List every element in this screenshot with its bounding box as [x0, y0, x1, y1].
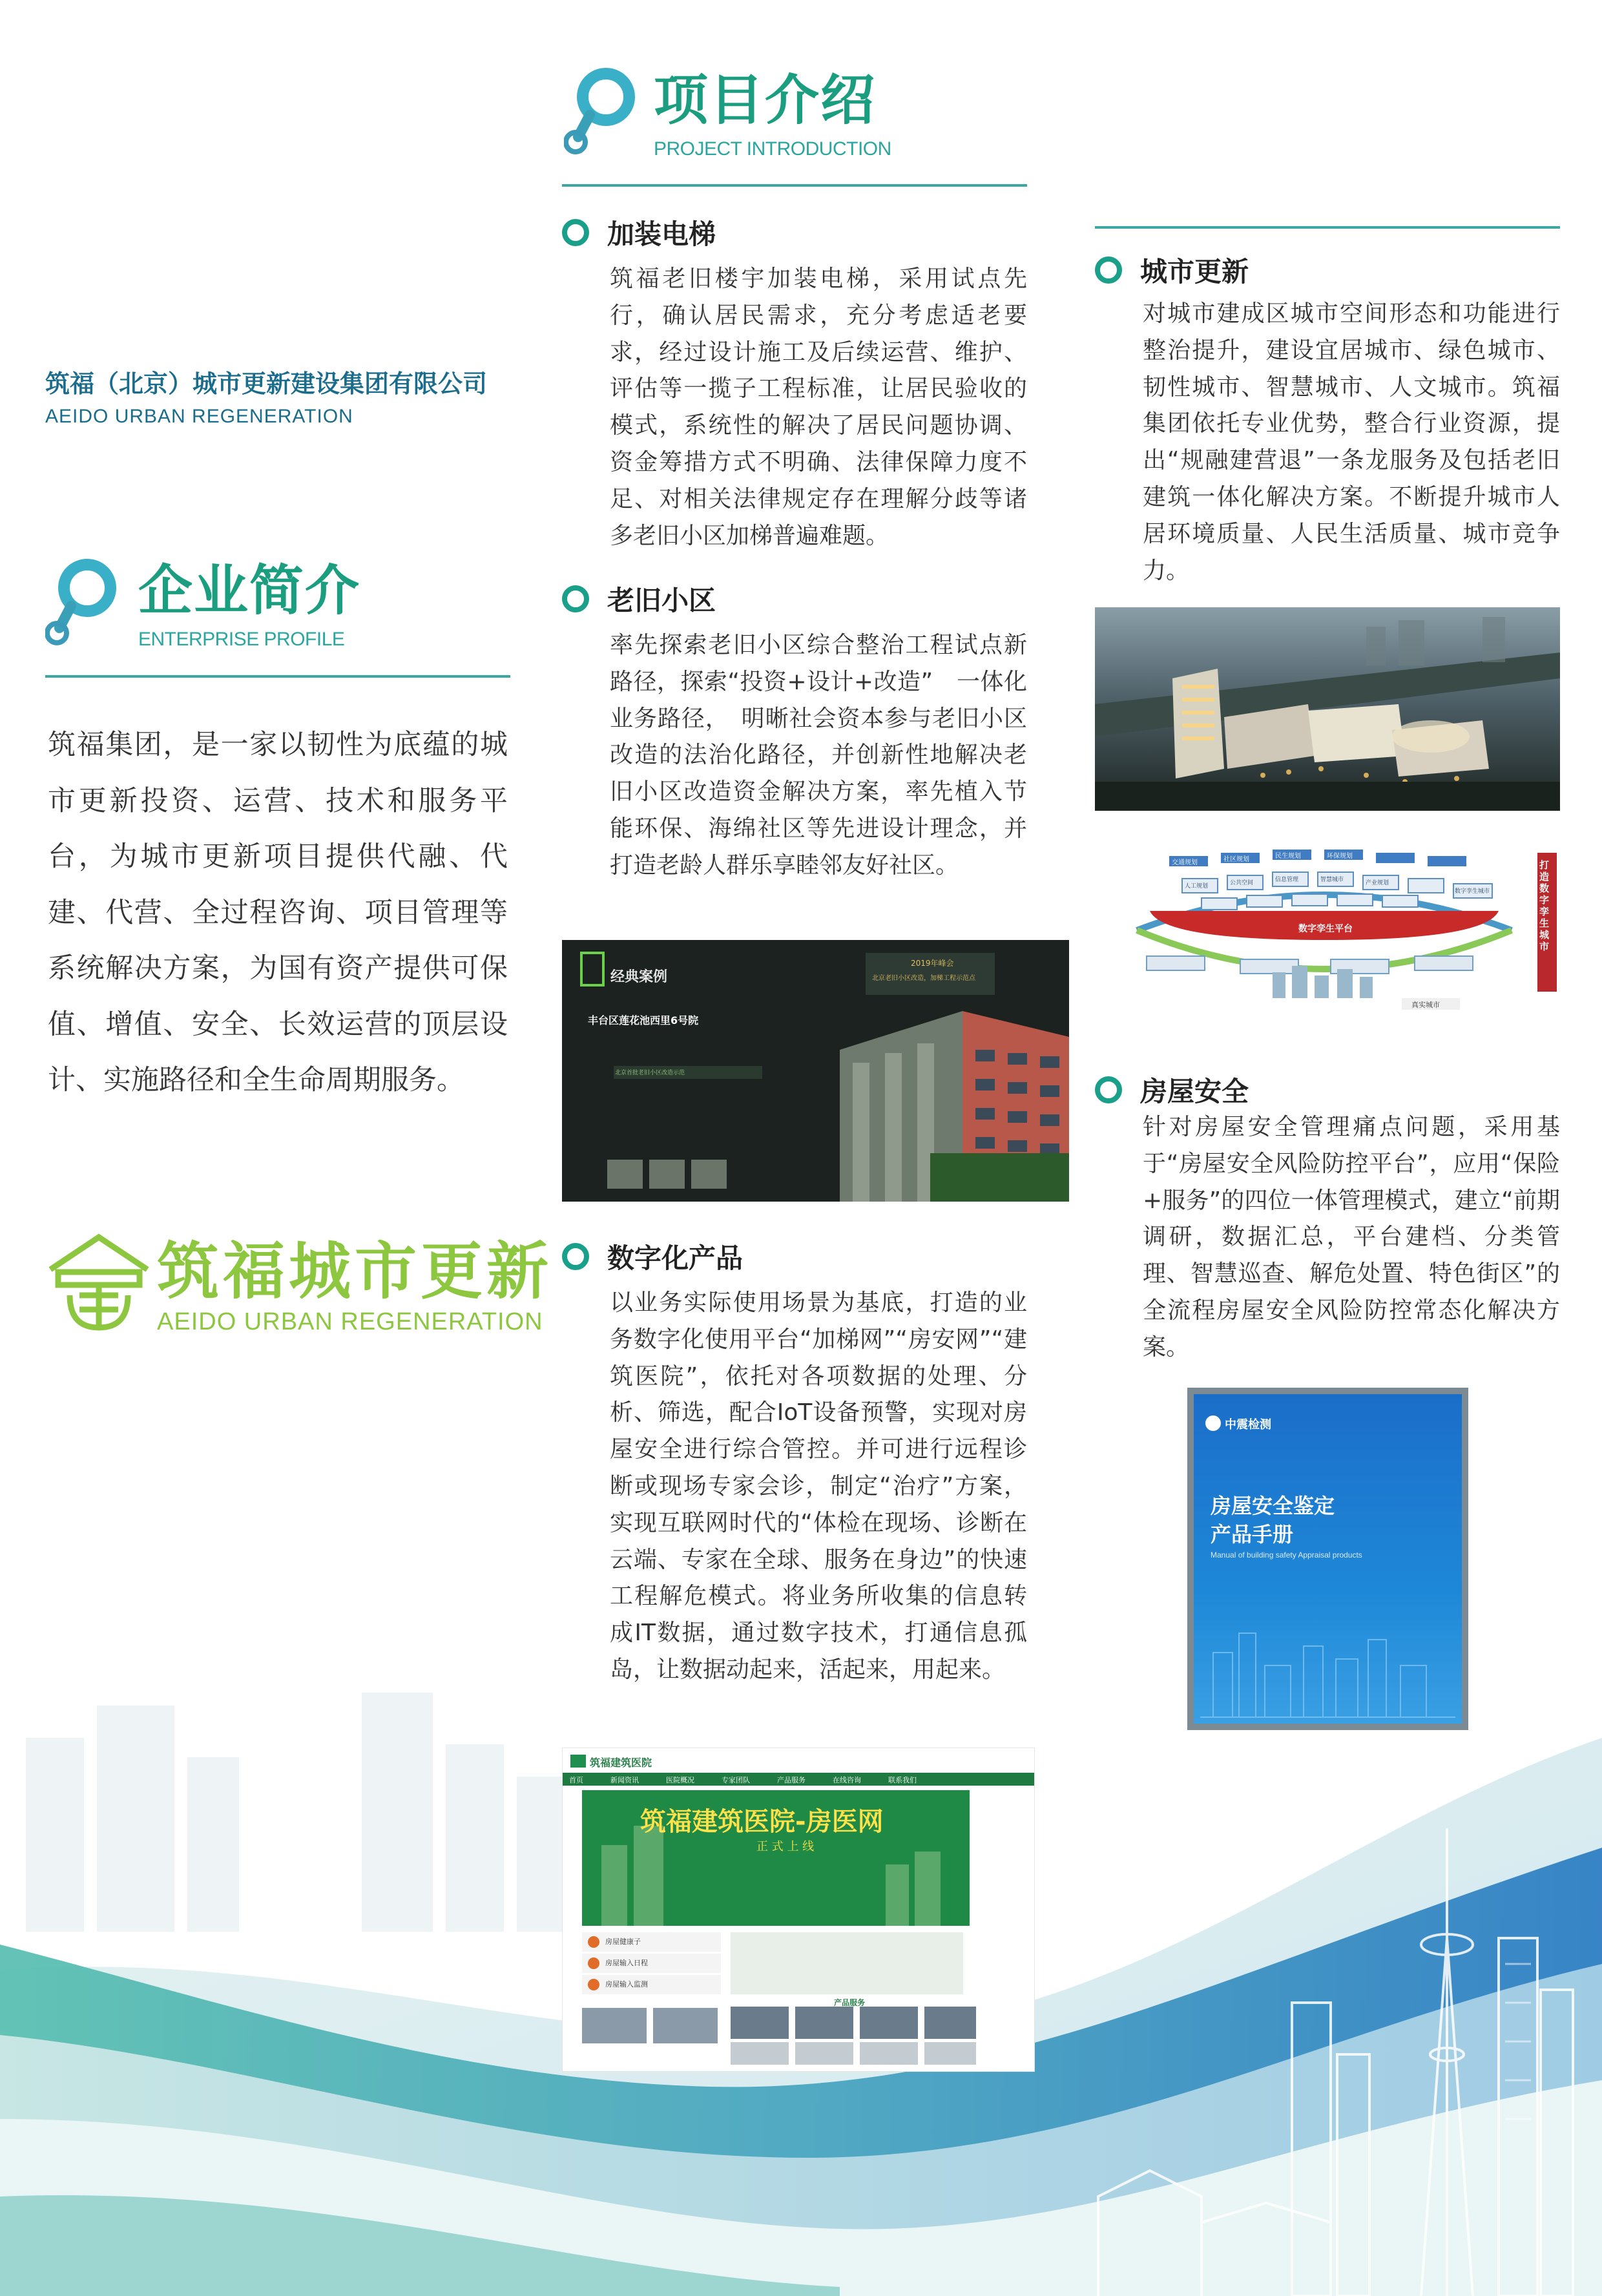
website-nav — [569, 1775, 917, 1785]
magnifier-icon — [564, 65, 638, 158]
website-banner-sub: 正 式 上 线 — [756, 1840, 815, 1853]
section-urban-text: 对城市建成区城市空间形态和功能进行整治提升，建设宜居城市、绿色城市、韧性城市、智慧城市、人文城市。筑福集团依托专业优势，整合行业资源，提出“规融建营退”一条龙服务及包括老旧建筑一体化解决方案。不断提升城市人居环境质量、人民生活质量、城市竞争力。 — [1143, 300, 1560, 584]
brand-name-cn: 筑福城市更新 — [157, 1235, 552, 1308]
section-title: 加装电梯 — [607, 218, 716, 250]
website-nav-item: 产品服务 — [777, 1776, 806, 1784]
section-safety-text: 针对房屋安全管理痛点问题，采用基于“房屋安全风险防控平台”，应用“保险+服务”的四位一体管理模式，建立“前期调研，数据汇总，平台建档、分类管理、智慧巡查、解危处置、特色街区”的全流程房屋安全风险防控常态化解决方案。 — [1143, 1114, 1560, 1361]
section-oldcommunity-text: 率先探索老旧小区综合整治工程试点新路径，探索“投资+设计+改造” 一体化业务路径， 明晰社会资本参与老旧小区改造的法治化路径，并创新性地解决老旧小区改造资金解决方案，率先植入节能环保、海绵社区等先进设计理念，并打造老龄人群乐享睦邻友好社区。 — [610, 632, 1027, 879]
circle-bullet-icon — [562, 219, 589, 246]
case-badge: 经典案例 — [610, 969, 668, 985]
case-study-image — [562, 940, 1069, 1202]
twin-center-label: 数字孪生平台 — [1298, 924, 1353, 934]
section-elevator-heading — [562, 213, 716, 252]
case-note-text: 北京老旧小区改造，加梯工程示范点 — [872, 975, 975, 982]
section-title: 城市更新 — [1140, 256, 1249, 287]
digital-twin-diagram — [1111, 833, 1560, 1018]
website-nav-item: 联系我们 — [888, 1776, 917, 1784]
website-nav-item: 医院概况 — [666, 1776, 694, 1784]
twin-node: 社区规划 — [1223, 856, 1249, 863]
circle-bullet-icon — [562, 1243, 589, 1270]
website-product-label: 产品服务 — [834, 1998, 866, 2007]
project-divider — [562, 184, 1027, 187]
website-nav-item: 在线咨询 — [833, 1776, 861, 1784]
website-screenshot-image — [562, 1748, 1035, 2072]
twin-node: 交通规划 — [1172, 859, 1198, 866]
company-name-cn: 筑福（北京）城市更新建设集团有限公司 — [45, 370, 488, 398]
magnifier-icon — [45, 556, 120, 649]
circle-bullet-icon — [1095, 256, 1122, 284]
twin-bottom-label: 真实城市 — [1411, 1001, 1440, 1009]
twin-node: 产业规划 — [1366, 880, 1389, 886]
twin-node: 信息管理 — [1275, 877, 1299, 883]
section-title: 数字化产品 — [607, 1242, 744, 1274]
case-note-title: 2019年峰会 — [911, 959, 954, 968]
brand-name-en: AEIDO URBAN REGENERATION — [157, 1308, 543, 1335]
section-oldcommunity-heading — [562, 579, 716, 618]
website-side-item: 房屋健康子 — [605, 1937, 641, 1946]
website-side-item: 房屋输入监测 — [605, 1980, 648, 1988]
twin-node: 环保规划 — [1327, 853, 1353, 860]
urban-divider — [1095, 226, 1560, 229]
case-tag: 北京首批老旧小区改造示范 — [615, 1070, 685, 1076]
manual-title-line1: 房屋安全鉴定 — [1211, 1494, 1335, 1518]
project-title: 项目介绍 — [654, 68, 877, 132]
website-side-item: 房屋输入日程 — [605, 1959, 648, 1967]
section-urban-heading — [1095, 251, 1249, 289]
section-safety-heading — [1095, 1070, 1249, 1109]
section-digital-text: 以业务实际使用场景为基底，打造的业务数字化使用平台“加梯网”“房安网”“建筑医院”，依托对各项数据的处理、分析、筛选，配合IoT设备预警，实现对房屋安全进行综合管控。并可进行远程诊断或现场专家会诊，制定“治疗”方案，实现互联网时代的“体检在现场、诊断在云端、专家在全球、服务在身边”的快速工程解危模式。将业务所收集的信息转成IT数据，通过数字技术，打通信息孤岛，让数据动起来，活起来，用起来。 — [610, 1289, 1027, 1683]
section-title: 房屋安全 — [1140, 1076, 1249, 1107]
circle-bullet-icon — [562, 585, 589, 612]
urban-aerial-image — [1095, 607, 1560, 811]
manual-logo: 中震检测 — [1225, 1418, 1271, 1432]
circle-bullet-icon — [1095, 1076, 1122, 1103]
enterprise-intro: 筑福集团，是一家以韧性为底蕴的城市更新投资、运营、技术和服务平台，为城市更新项目提供代融、代建、代营、全过程咨询、项目管理等系统解决方案，为国有资产提供可保值、增值、安全、长效运营的顶层设计、实施路径和全生命周期服务。 — [48, 729, 508, 1096]
website-nav-item: 专家团队 — [722, 1776, 750, 1784]
twin-node: 公共空间 — [1230, 880, 1254, 886]
case-project-name: 丰台区莲花池西里6号院 — [588, 1014, 699, 1027]
manual-subtitle: Manual of building safety Appraisal products — [1211, 1550, 1362, 1560]
twin-node: 数字孪生城市 — [1455, 888, 1490, 895]
product-manual-image — [1187, 1388, 1468, 1730]
website-site-name: 筑福建筑医院 — [590, 1757, 652, 1769]
project-subtitle: PROJECT INTRODUCTION — [654, 138, 891, 160]
enterprise-title: 企业简介 — [138, 559, 361, 622]
brand-logo-icon — [44, 1231, 154, 1334]
section-elevator-text: 筑福老旧楼宇加装电梯，采用试点先行，确认居民需求，充分考虑适老要求，经过设计施工及后续运营、维护、评估等一揽子工程标准，让居民验收的模式，系统性的解决了居民问题协调、资金筹措方式不明确、法律保障力度不足、对相关法律规定存在理解分歧等诸多老旧小区加梯普遍难题。 — [610, 266, 1027, 549]
twin-node: 民生规划 — [1275, 853, 1301, 860]
twin-side-label: 打造数字孪生城市 — [1539, 859, 1550, 952]
enterprise-subtitle: ENTERPRISE PROFILE — [138, 629, 345, 650]
manual-title-line2: 产品手册 — [1211, 1522, 1294, 1547]
company-name-en: AEIDO URBAN REGENERATION — [45, 406, 353, 427]
twin-node: 人工规划 — [1185, 883, 1209, 890]
section-title: 老旧小区 — [607, 585, 716, 616]
website-nav-item: 新闻资讯 — [610, 1776, 639, 1784]
enterprise-divider — [45, 675, 510, 678]
twin-node: 智慧城市 — [1320, 877, 1344, 883]
website-banner: 筑福建筑医院-房医网 — [640, 1807, 884, 1837]
website-nav-item: 首页 — [569, 1776, 583, 1784]
section-digital-heading — [562, 1237, 743, 1276]
